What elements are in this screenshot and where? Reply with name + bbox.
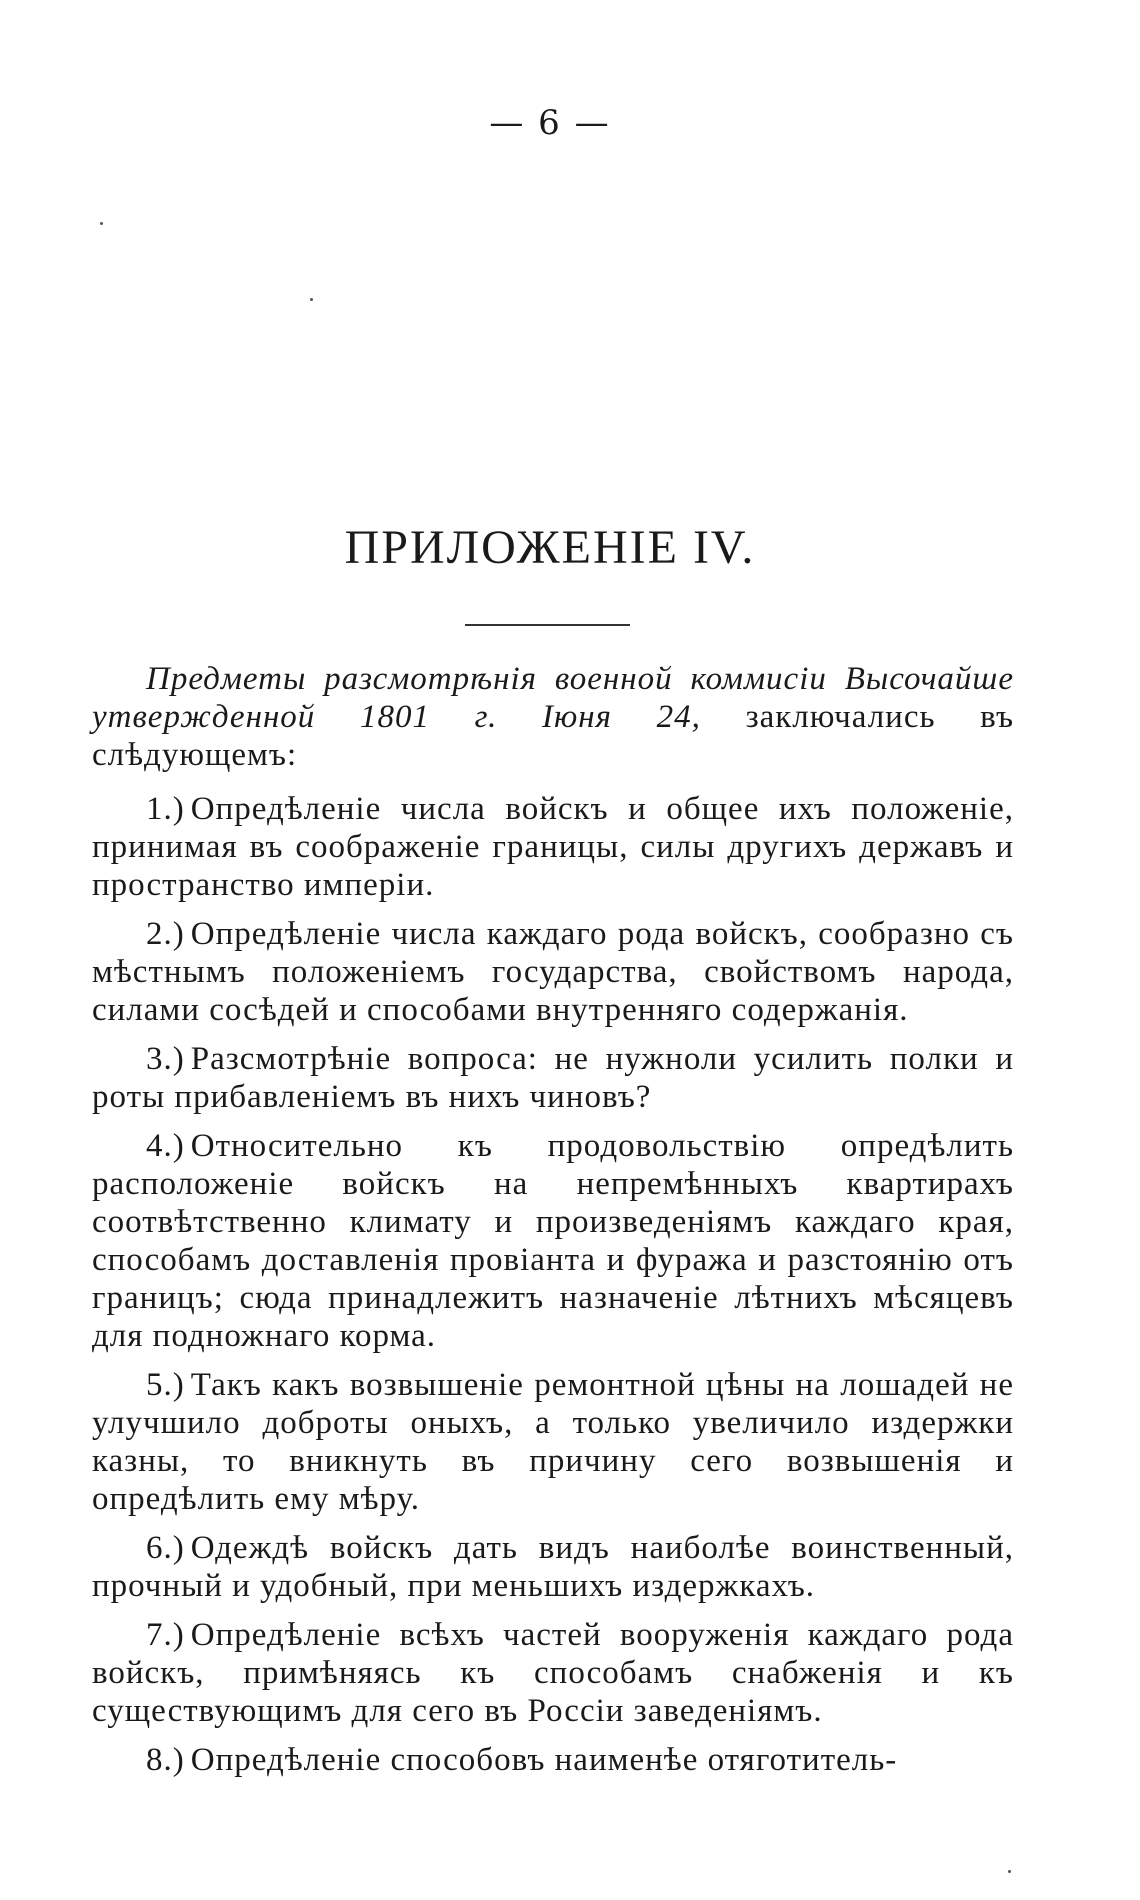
item-number: 6.)	[146, 1530, 185, 1566]
item-number: 2.)	[146, 916, 185, 952]
item-text: Опредѣленіе числа войскъ и общее ихъ положеніе, принимая въ соображеніе границы, силы другихъ державъ и пространство имперіи.	[92, 791, 1014, 903]
item-text: Такъ какъ возвышеніе ремонтной цѣны на лошадей не улучшило доброты оныхъ, а только увеличило издержки казны, то вникнуть въ причину сего возвышенія и опредѣлить ему мѣру.	[92, 1367, 1014, 1517]
item-number: 1.)	[146, 791, 185, 827]
item-text: Одеждѣ войскъ дать видъ наиболѣе воинственный, прочный и удобный, при меньшихъ издержкахъ.	[92, 1530, 1014, 1604]
list-item	[92, 1616, 1014, 1730]
item-text: Опредѣленіе числа каждаго рода войскъ, сообразно съ мѣстнымъ положеніемъ государства, свойствомъ народа, силами сосѣдей и способами внутренняго содержанія.	[92, 916, 1014, 1028]
print-speck	[310, 298, 313, 301]
item-text: Относительно къ продовольствію опредѣлить расположеніе войскъ на непремѣнныхъ квартирахъ соотвѣтственно климату и произведеніямъ каждаго края, способамъ доставленія провіанта и фуража и разстоянію отъ границъ; сюда принадлежитъ назначеніе лѣтнихъ мѣсяцевъ для подножнаго корма.	[92, 1128, 1014, 1354]
intro-paragraph	[92, 660, 1014, 774]
list-item	[92, 915, 1014, 1029]
item-text: Разсмотрѣніе вопроса: не нужноли усилить полки и роты прибавленіемъ въ нихъ чиновъ?	[92, 1041, 1014, 1115]
list-item	[92, 790, 1014, 904]
print-speck	[1008, 1870, 1011, 1873]
appendix-title: ПРИЛОЖЕНІЕ IV.	[344, 521, 756, 574]
intro-italic-text: Предметы разсмотрѣнія военной коммисіи Высочайше утвержденной 1801 г. Іюня 24,	[92, 661, 1014, 735]
print-speck	[100, 222, 103, 225]
item-number: 4.)	[146, 1128, 185, 1164]
list-item	[92, 1366, 1014, 1518]
item-number: 8.)	[146, 1742, 185, 1778]
list-item	[92, 1040, 1014, 1116]
document-body	[92, 660, 1014, 1790]
item-number: 7.)	[146, 1617, 185, 1653]
list-item	[92, 1741, 1014, 1779]
item-text: Опредѣленіе способовъ наименѣе отяготитель-	[190, 1742, 898, 1778]
item-number: 3.)	[146, 1041, 185, 1077]
intro-plain-text: заключались въ слѣдующемъ:	[92, 699, 1015, 773]
item-text: Опредѣленіе всѣхъ частей вооруженія каждаго рода войскъ, примѣняясь къ способамъ снабженія и къ существующимъ для сего въ Россіи заведеніямъ.	[92, 1617, 1014, 1729]
title-divider	[465, 624, 630, 626]
list-item	[92, 1127, 1014, 1355]
list-item	[92, 1529, 1014, 1605]
page-number: — 6 —	[489, 103, 611, 143]
item-number: 5.)	[146, 1367, 185, 1403]
